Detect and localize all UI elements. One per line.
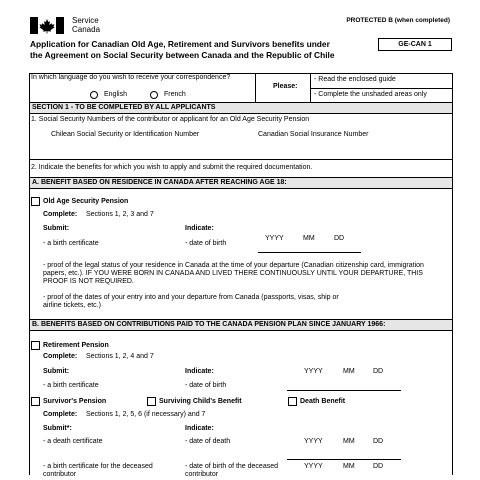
survivor-label: Survivor's Pension	[43, 398, 107, 405]
gov-line-2: Canada	[72, 25, 101, 34]
complete-label: Complete:	[43, 411, 78, 418]
dd-label: DD	[373, 438, 384, 445]
indicate-label: Indicate:	[185, 225, 214, 232]
death-benefit-label: Death Benefit	[300, 398, 346, 405]
language-box	[29, 73, 453, 103]
surviving-child-checkbox[interactable]	[147, 397, 156, 406]
dd-label: DD	[373, 463, 384, 470]
divider	[255, 74, 256, 102]
form-title: Application for Canadian Old Age, Retirement and Survivors benefits under the Agreement on Social Security between Canada and the Republic of Chile	[30, 39, 335, 60]
french-radio[interactable]	[150, 91, 158, 99]
survivor-checkbox[interactable]	[31, 397, 40, 406]
date-of-birth-item: - date of birth	[185, 240, 227, 247]
birth-cert-item: - a birth certificate	[43, 240, 99, 247]
yyyy-label: YYYY	[304, 463, 323, 470]
death-benefit-checkbox[interactable]	[288, 397, 297, 406]
government-wordmark	[72, 16, 100, 34]
complete-label: Complete:	[43, 211, 78, 218]
date-of-birth-field[interactable]	[287, 390, 401, 391]
item-2-text: 2. Indicate the benefits for which you wish to apply and submit the required documentation.	[31, 164, 313, 171]
yyyy-label: YYYY	[304, 368, 323, 375]
item-1-text: 1. Social Security Numbers of the contributor or applicant for an Old Age Security Pension	[31, 116, 310, 123]
proof-dates: - proof of the dates of your entry into and your departure from Canada (passports, visas, ship or airline tickets, etc.)	[43, 294, 339, 309]
retirement-label: Retirement Pension	[43, 342, 109, 349]
complete-sections: Sections 1, 2, 5, 6 (if necessary) and 7	[86, 411, 206, 418]
section-b-header: B. BENEFITS BASED ON CONTRIBUTIONS PAID TO THE CANADA PENSION PLAN SINCE JANUARY 1966:	[29, 319, 453, 331]
submit-label: Submit:	[43, 368, 70, 375]
complete-sections: Sections 1, 2, 4 and 7	[86, 353, 154, 360]
note-read-guide: - Read the enclosed guide	[314, 76, 396, 83]
oas-checkbox[interactable]	[31, 197, 40, 206]
mm-label: MM	[343, 438, 355, 445]
english-radio[interactable]	[90, 91, 98, 99]
dd-label: DD	[334, 235, 345, 242]
french-label: French	[164, 91, 186, 98]
submit-label: Submit*:	[43, 425, 72, 432]
divider	[29, 159, 453, 160]
section-a-header: A. BENEFIT BASED ON RESIDENCE IN CANADA AFTER REACHING AGE 18:	[29, 177, 453, 189]
complete-sections: Sections 1, 2, 3 and 7	[86, 211, 154, 218]
mm-label: MM	[343, 463, 355, 470]
proof-legal-status: - proof of the legal status of your residence in Canada at the time of your departure (Canadian citizenship card, immigration papers, etc.). IF YOU WERE BORN IN CANADA AND LIVED THERE CONTINUOUSLY UNTIL YOUR DEPARTURE, THIS PROOF IS NOT REQUIRED.	[43, 262, 424, 285]
complete-label: Complete:	[43, 353, 78, 360]
birth-cert-deceased-item: - a birth certificate for the deceased contributor	[43, 463, 153, 478]
date-of-death-field[interactable]	[287, 459, 401, 460]
submit-label: Submit:	[43, 225, 70, 232]
date-of-birth-item: - date of birth	[185, 382, 227, 389]
birth-cert-item: - a birth certificate	[43, 382, 99, 389]
mm-label: MM	[343, 368, 355, 375]
mm-label: MM	[303, 235, 315, 242]
dd-label: DD	[373, 368, 384, 375]
chilean-number-label: Chilean Social Security or Identification Number	[51, 131, 200, 138]
yyyy-label: YYYY	[304, 438, 323, 445]
date-of-birth-field[interactable]	[258, 252, 361, 253]
yyyy-label: YYYY	[265, 235, 284, 242]
english-label: English	[104, 91, 127, 98]
section-1-header: SECTION 1 - TO BE COMPLETED BY ALL APPLICANTS	[29, 102, 453, 114]
form-number: GE-CAN 1	[378, 38, 452, 51]
note-unshaded: - Complete the unshaded areas only	[314, 91, 427, 98]
oas-label: Old Age Security Pension	[43, 198, 129, 205]
canada-flag-icon	[30, 17, 64, 34]
surviving-child-label: Surviving Child's Benefit	[159, 398, 242, 405]
death-cert-item: - a death certificate	[43, 438, 103, 445]
indicate-label: Indicate:	[185, 368, 214, 375]
right-border	[452, 114, 453, 475]
language-question: In which language do you wish to receive your correspondence?	[31, 74, 231, 81]
canadian-sin-label: Canadian Social Insurance Number	[258, 131, 369, 138]
retirement-checkbox[interactable]	[31, 341, 40, 350]
date-of-death-item: - date of death	[185, 438, 231, 445]
protected-label: PROTECTED B (when completed)	[346, 17, 450, 24]
gov-line-1: Service	[72, 16, 99, 25]
indicate-label: Indicate:	[185, 425, 214, 432]
divider	[311, 88, 453, 89]
please-label: Please:	[273, 83, 298, 90]
date-of-birth-deceased-item: - date of birth of the deceased contributor	[185, 463, 279, 478]
left-border	[29, 114, 30, 475]
